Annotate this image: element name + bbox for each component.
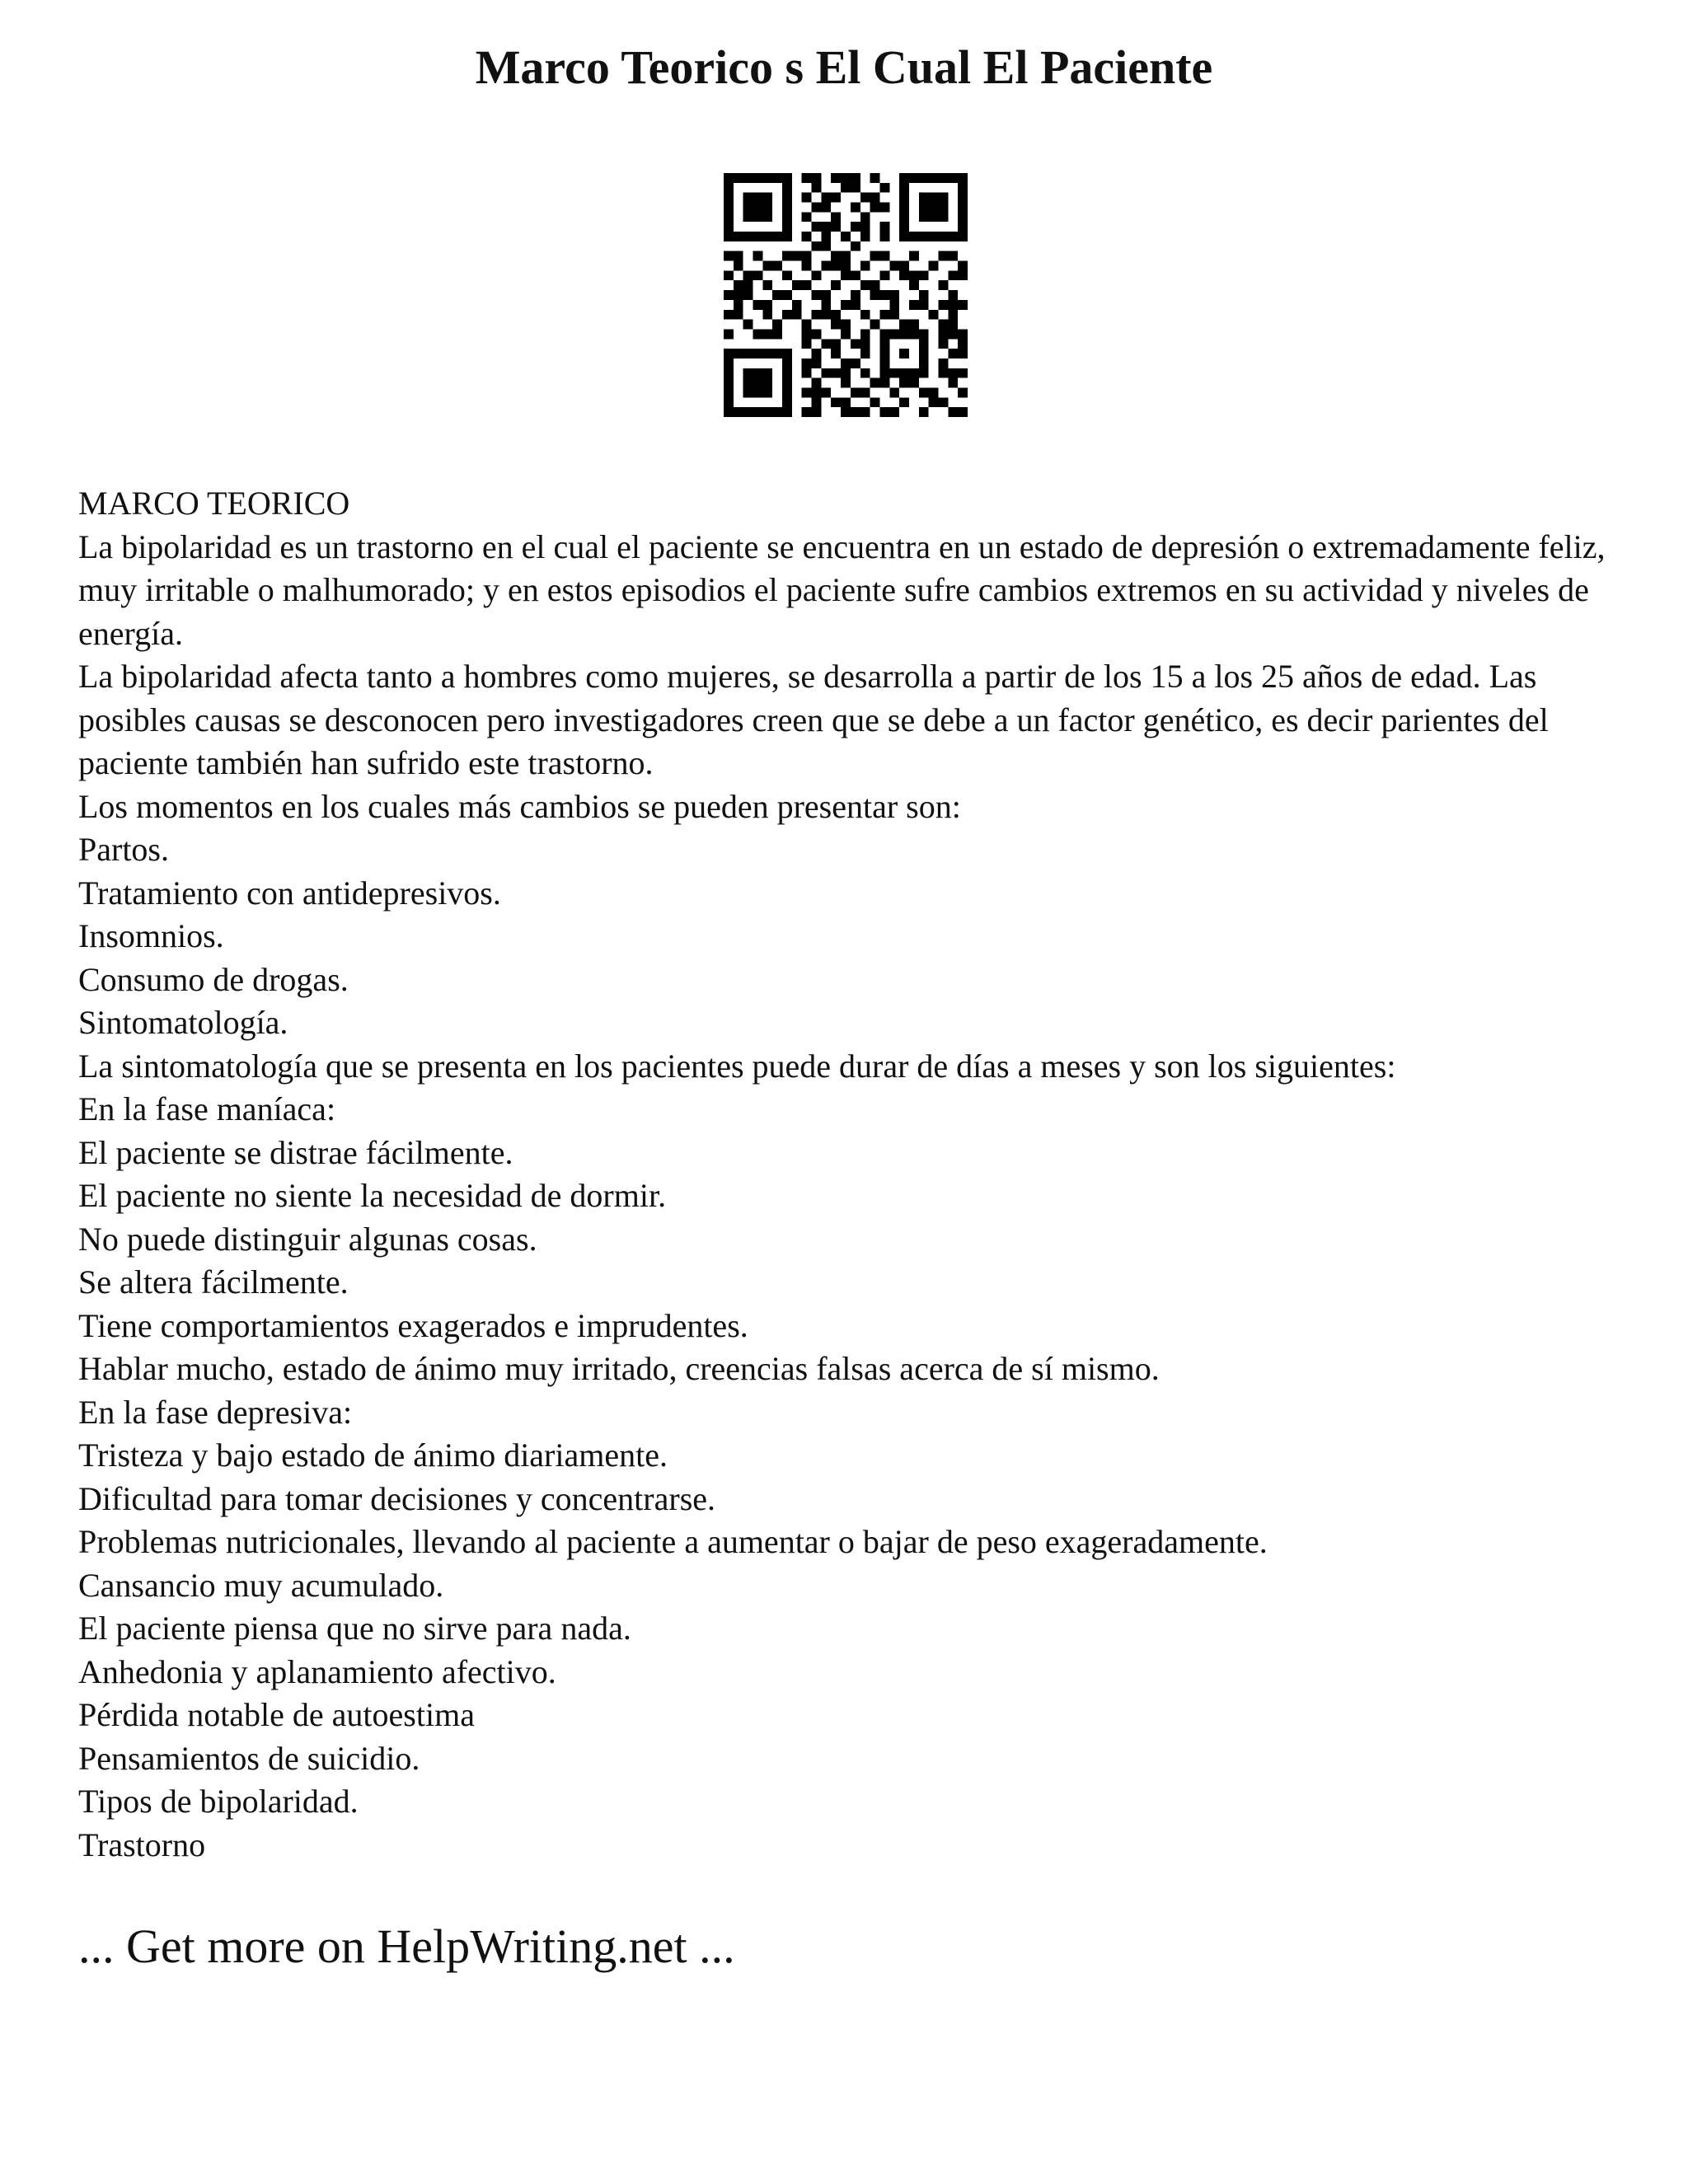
list-item: Tristeza y bajo estado de ánimo diariamente.	[78, 1436, 668, 1474]
list-item: Cansancio muy acumulado.	[78, 1566, 444, 1604]
document-title: Marco Teorico s El Cual El Paciente	[475, 40, 1213, 94]
list-item: El paciente se distrae fácilmente.	[78, 1133, 513, 1171]
list-item: Pensamientos de suicidio.	[78, 1739, 420, 1777]
list-item: Hablar mucho, estado de ánimo muy irritado, creencias falsas acerca de sí mismo.	[78, 1350, 1160, 1387]
list-item: Anhedonia y aplanamiento afectivo.	[78, 1652, 556, 1690]
paragraph: La bipolaridad es un trastorno en el cual el paciente se encuentra en un estado de depresión o extremadamente feliz, muy irritable o malhumorado; y en estos episodios el paciente sufre cambios extremos en su actividad y niveles de energía.	[78, 527, 1606, 652]
list-item: Sintomatología.	[78, 1004, 288, 1041]
list-item: Tipos de bipolaridad.	[78, 1783, 359, 1820]
qr-code-icon	[724, 173, 968, 417]
get-more-link[interactable]: ... Get more on HelpWriting.net ...	[78, 1919, 735, 1973]
list-item: Pérdida notable de autoestima	[78, 1696, 475, 1733]
list-item: Dificultad para tomar decisiones y concentrarse.	[78, 1479, 716, 1517]
list-item: El paciente piensa que no sirve para nada.	[78, 1610, 631, 1647]
section-heading: MARCO TEORICO	[78, 485, 350, 522]
paragraph: La bipolaridad afecta tanto a hombres como mujeres, se desarrolla a partir de los 15 a los 25 años de edad. Las posibles causas se desconocen pero investigadores creen que se debe a un factor genético, es decir parientes del paciente también han sufrido este trastorno.	[78, 658, 1549, 781]
list-item: Tratamiento con antidepresivos.	[78, 874, 501, 912]
list-item: El paciente no siente la necesidad de dormir.	[78, 1177, 667, 1214]
paragraph: La sintomatología que se presenta en los pacientes puede durar de días a meses y son los siguientes:	[78, 1047, 1396, 1085]
list-item: Insomnios.	[78, 917, 224, 954]
subheading: En la fase maníaca:	[78, 1090, 336, 1127]
list-item: Tiene comportamientos exagerados e imprudentes.	[78, 1306, 748, 1344]
list-item: Partos.	[78, 831, 169, 868]
list-item: Trastorno	[78, 1825, 206, 1863]
subheading: En la fase depresiva:	[78, 1393, 353, 1431]
document-body	[78, 482, 1628, 1867]
list-item: Problemas nutricionales, llevando al paciente a aumentar o bajar de peso exageradamente.	[78, 1523, 1268, 1560]
paragraph: Los momentos en los cuales más cambios se pueden presentar son:	[78, 787, 961, 825]
qr-code-graphic	[724, 173, 968, 417]
list-item: Se altera fácilmente.	[78, 1263, 349, 1301]
list-item: No puede distinguir algunas cosas.	[78, 1220, 537, 1258]
list-item: Consumo de drogas.	[78, 960, 349, 998]
